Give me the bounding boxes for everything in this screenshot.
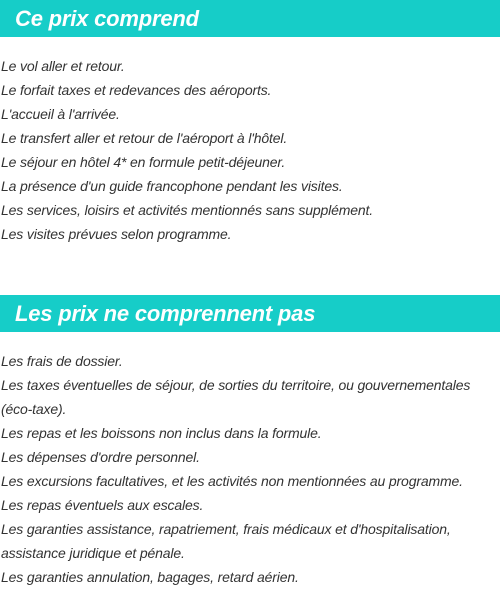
included-item: Le séjour en hôtel 4* en formule petit-déjeuner. [1,154,286,170]
included-item: Les visites prévues selon programme. [1,226,232,242]
excluded-header [0,295,500,332]
excluded-list [0,349,500,589]
excluded-item: Les garanties assistance, rapatriement, frais médicaux et d'hospitalisation, assistance juridique et pénale. [1,521,451,561]
excluded-item: Les repas éventuels aux escales. [1,497,204,513]
included-item: Le forfait taxes et redevances des aéroports. [1,82,272,98]
excluded-item: Les repas et les boissons non inclus dans la formule. [1,425,322,441]
included-section [0,0,500,246]
included-list [0,54,500,246]
excluded-item: Les dépenses d'ordre personnel. [1,449,200,465]
included-item: La présence d'un guide francophone pendant les visites. [1,178,343,194]
excluded-item: Les excursions facultatives, et les activités non mentionnées au programme. [1,473,463,489]
included-item: Les services, loisirs et activités mentionnés sans supplément. [1,202,373,218]
included-item: L'accueil à l'arrivée. [1,106,120,122]
excluded-title: Les prix ne comprennent pas [15,300,316,326]
included-item: Le vol aller et retour. [1,58,125,74]
excluded-item: Les frais de dossier. [1,353,123,369]
included-header [0,0,500,37]
excluded-section [0,295,500,589]
included-title: Ce prix comprend [15,5,199,31]
excluded-item: Les taxes éventuelles de séjour, de sorties du territoire, ou gouvernementales (éco-taxe). [1,377,471,417]
excluded-item: Les garanties annulation, bagages, retard aérien. [1,569,299,585]
included-item: Le transfert aller et retour de l'aéroport à l'hôtel. [1,130,288,146]
